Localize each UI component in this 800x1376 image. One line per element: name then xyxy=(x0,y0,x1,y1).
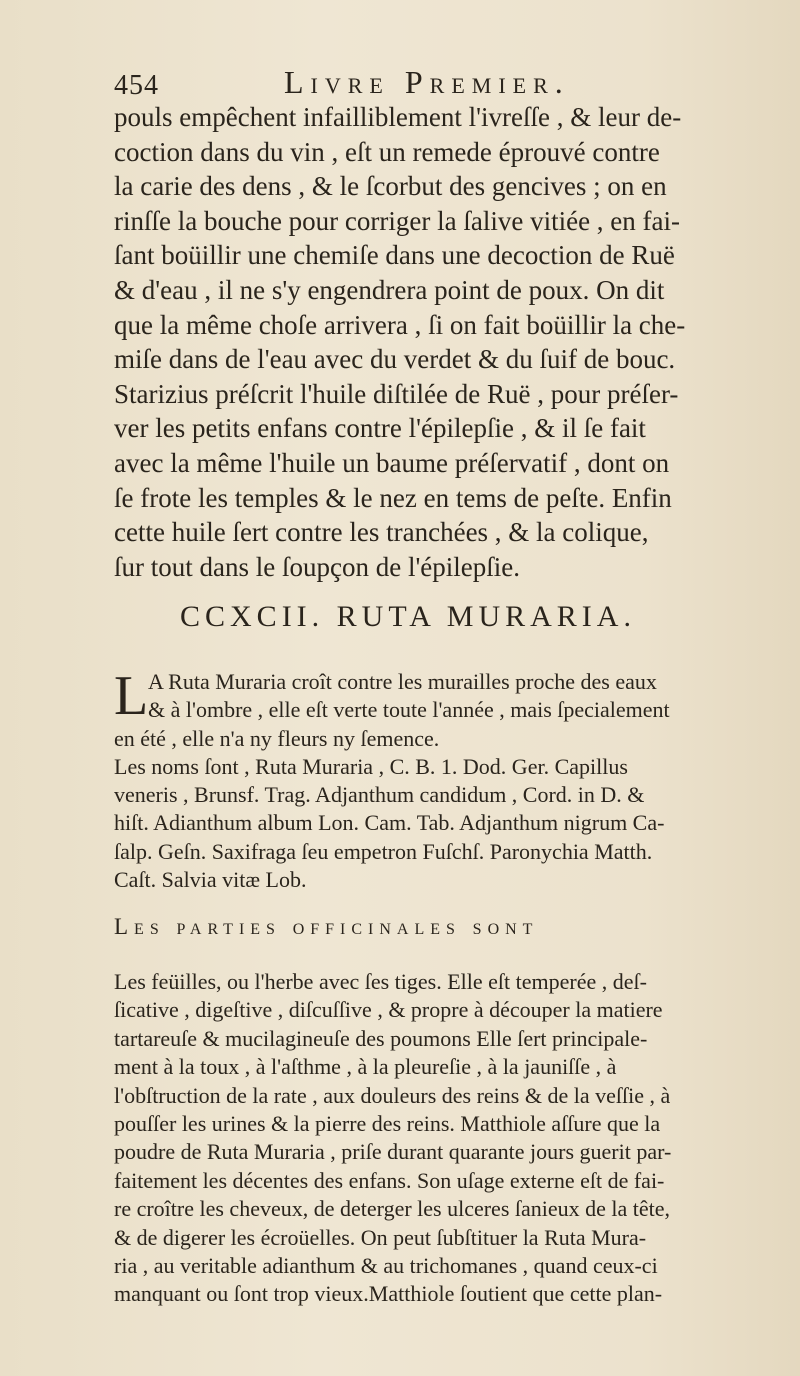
text-line: ment à la toux , à l'aſthme , à la pleureſie , à la jauniſſe , à xyxy=(114,1054,617,1080)
text-line: ſant boüillir une chemiſe dans une decoction de Ruë xyxy=(114,240,675,271)
text-line: tartareuſe & mucilagineuſe des poumons Elle ſert principale- xyxy=(114,1025,648,1051)
drop-cap: L xyxy=(114,665,149,727)
text-line: pouſſer les urines & la pierre des reins. Matthiole aſſure que la xyxy=(114,1111,661,1137)
text-line: re croître les cheveux, de deterger les ulceres ſanieux de la tête, xyxy=(114,1196,671,1222)
text-line: Les feüilles, ou l'herbe avec ſes tiges. Elle eſt temperée , deſ- xyxy=(114,969,647,994)
text-line: ſur tout dans le ſoupçon de l'épilepſie. xyxy=(114,551,521,582)
text-line: A Ruta Muraria croît contre les murailles proche des eaux xyxy=(148,669,657,694)
text-line: ſe frote les temples & le nez en tems de peſte. Enfin xyxy=(114,482,672,513)
section-title: CCXCII. RUTA MURARIA. xyxy=(180,600,636,633)
text-line: & à l'ombre , elle eſt verte toute l'année , mais ſpecialement xyxy=(148,697,670,723)
paragraph-rue xyxy=(114,100,770,584)
text-line: miſe dans de l'eau avec du verdet & du ſuif de bouc. xyxy=(114,344,676,375)
text-line: ſalp. Geſn. Saxifraga ſeu empetron Fuſchſ. Paronychia Matth. xyxy=(114,838,653,864)
text-line: cette huile ſert contre les tranchées , & la colique, xyxy=(114,517,649,548)
running-head: Livre Premier. xyxy=(284,64,570,100)
text-line: veneris , Brunsf. Trag. Adjanthum candidum , Cord. in D. & xyxy=(114,782,645,808)
text-line: hiſt. Adianthum album Lon. Cam. Tab. Adjanthum nigrum Ca- xyxy=(114,810,665,836)
page-number: 454 xyxy=(114,70,159,101)
paragraph-officinal xyxy=(114,968,770,1309)
text-line: l'obſtruction de la rate , aux douleurs des reins & de la veſſie , à xyxy=(114,1082,671,1108)
text-line: rinſſe la bouche pour corriger la ſalive vitiée , en fai- xyxy=(114,205,680,236)
text-line: coction dans du vin , eſt un remede éprouvé contre xyxy=(114,136,660,167)
text-line: & d'eau , il ne s'y engendrera point de poux. On dit xyxy=(114,274,665,305)
text-line: que la même choſe arrivera , ſi on fait boüillir la che- xyxy=(114,309,686,340)
text-line: avec la même l'huile un baume préſervatif , dont on xyxy=(114,447,670,478)
text-line: faitement les décentes des enfans. Son uſage externe eſt de fai- xyxy=(114,1167,665,1193)
text-line: la carie des dens , & le ſcorbut des gencives ; on en xyxy=(114,171,667,202)
text-line: pouls empêchent infailliblement l'ivreſſe , & leur de- xyxy=(114,102,682,132)
paragraph-ruta-muraria xyxy=(114,665,770,894)
page-header xyxy=(114,64,764,104)
text-line: poudre de Ruta Muraria , priſe durant quarante jours guerit par- xyxy=(114,1139,672,1165)
text-line: Caſt. Salvia vitæ Lob. xyxy=(114,867,307,893)
subheading: Les parties officinales sont xyxy=(114,914,539,939)
text-line: ver les petits enfans contre l'épilepſie , & il ſe fait xyxy=(114,413,646,444)
text-line: Les noms ſont , Ruta Muraria , C. B. 1. Dod. Ger. Capillus xyxy=(114,753,628,779)
text-line: en été , elle n'a ny fleurs ny ſemence. xyxy=(114,725,440,751)
text-line: ria , au veritable adianthum & au trichomanes , quand ceux-ci xyxy=(114,1253,658,1279)
text-line: manquant ou ſont trop vieux.Matthiole ſoutient que cette plan- xyxy=(114,1281,663,1307)
text-line: & de digerer les écroüelles. On peut ſubſtituer la Ruta Mura- xyxy=(114,1224,647,1250)
text-line: Starizius préſcrit l'huile diſtilée de Ruë , pour préſer- xyxy=(114,378,679,409)
text-line: ſicative , digeſtive , diſcuſſive , & propre à découper la matiere xyxy=(114,997,663,1023)
